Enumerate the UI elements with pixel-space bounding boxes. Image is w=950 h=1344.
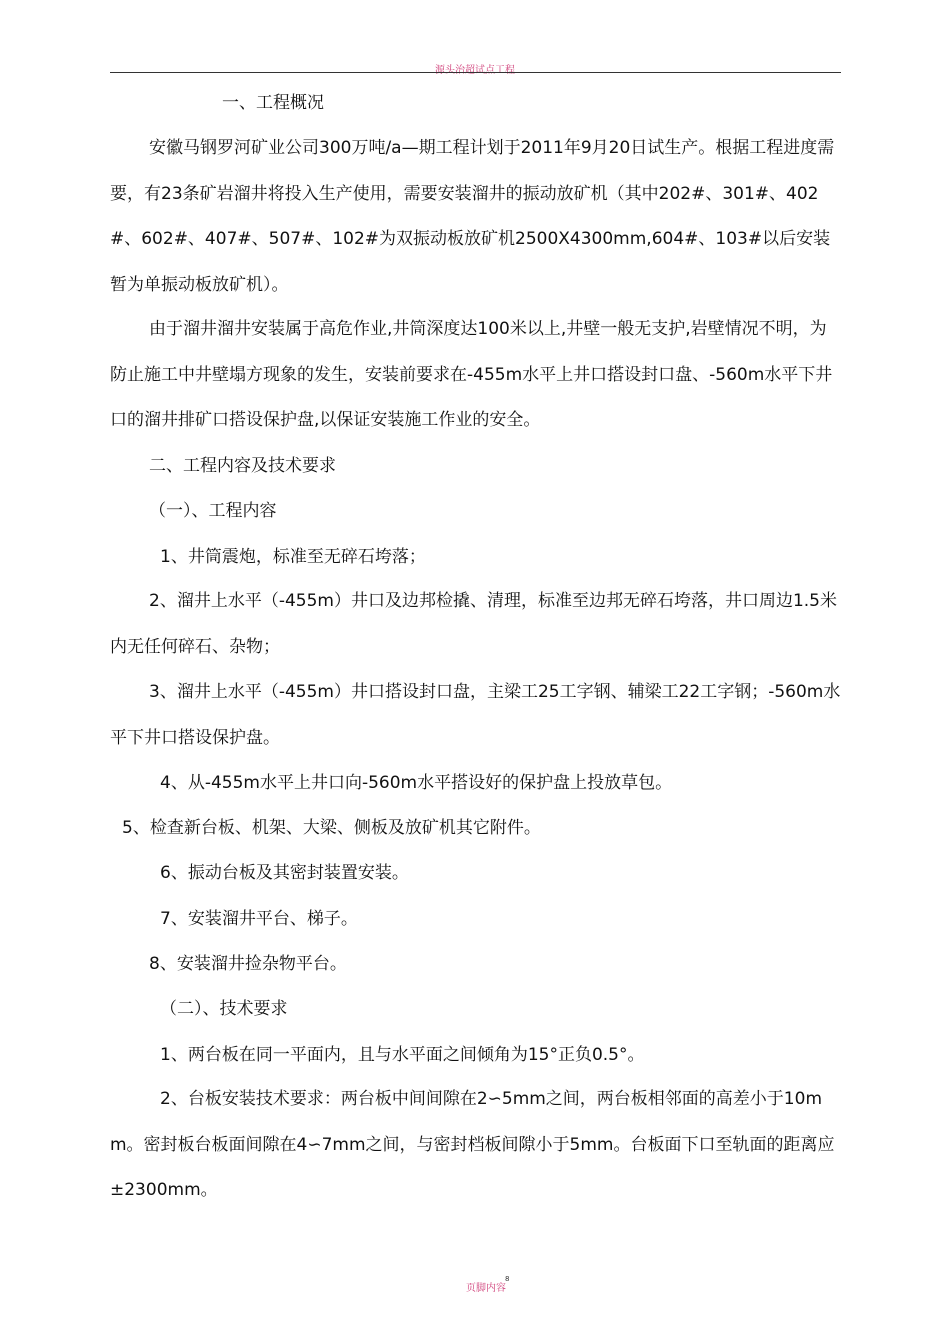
page-footer-label: 页脚内容 [466,1283,506,1294]
requirement-item-2: 2、台板安装技术要求：两台板中间间隙在2∽5mm之间，两台板相邻面的高差小于10mm。密封板台板面间隙在4∽7mm之间，与密封档板间隙小于5mm。台板面下口至轨面的距离应±2300mm。 [110,1089,835,1200]
page-header-title: 源头治超试点工程 [435,65,515,76]
page-number: 8 [505,1275,510,1283]
subsection-heading-content: （一）、工程内容 [149,501,277,521]
list-item-4: 4、从-455m水平上井口向-560m水平搭设好的保护盘上投放草包。 [160,773,673,793]
list-item-6: 6、振动台板及其密封装置安装。 [160,863,409,883]
section-heading-content-requirements: 二、工程内容及技术要求 [149,456,336,476]
subsection-heading-technical: （二）、技术要求 [160,999,288,1019]
list-item-3: 3、溜井上水平（-455m）井口搭设封口盘，主梁工25工字钢、辅梁工22工字钢；-560m水平下井口搭设保护盘。 [110,682,841,748]
list-item-8: 8、安装溜井捡杂物平台。 [149,954,347,974]
list-item-7: 7、安装溜井平台、梯子。 [160,909,358,929]
list-item-1: 1、井筒震炮，标准至无碎石垮落； [160,547,426,567]
list-item-2: 2、溜井上水平（-455m）井口及边邦检撬、清理，标准至边邦无碎石垮落，井口周边1.5米内无任何碎石、杂物； [110,591,837,657]
requirement-item-1: 1、两台板在同一平面内，且与水平面之间倾角为15°正负0.5°。 [160,1045,645,1065]
paragraph-project-overview: 安徽马钢罗河矿业公司300万吨/a—期工程计划于2011年9月20日试生产。根据工程进度需要，有23条矿岩溜井将投入生产使用，需要安装溜井的振动放矿机（其中202#、301#、402#、602#、407#、507#、102#为双振动板放矿机2500Ⅹ4300mm,604#、103#以后安装暂为单振动板放矿机）。 [110,138,835,295]
section-heading-overview: 一、工程概况 [222,93,324,113]
header-divider [110,72,841,73]
paragraph-safety-context: 由于溜井溜井安装属于高危作业,井筒深度达100米以上,井壁一般无支护,岩壁情况不明，为防止施工中井壁塌方现象的发生，安装前要求在-455m水平上井口搭设封口盘、-560m水平下井口的溜井排矿口搭设保护盘,以保证安装施工作业的安全。 [110,319,833,430]
list-item-5: 5、检查新台板、机架、大梁、侧板及放矿机其它附件。 [122,818,541,838]
